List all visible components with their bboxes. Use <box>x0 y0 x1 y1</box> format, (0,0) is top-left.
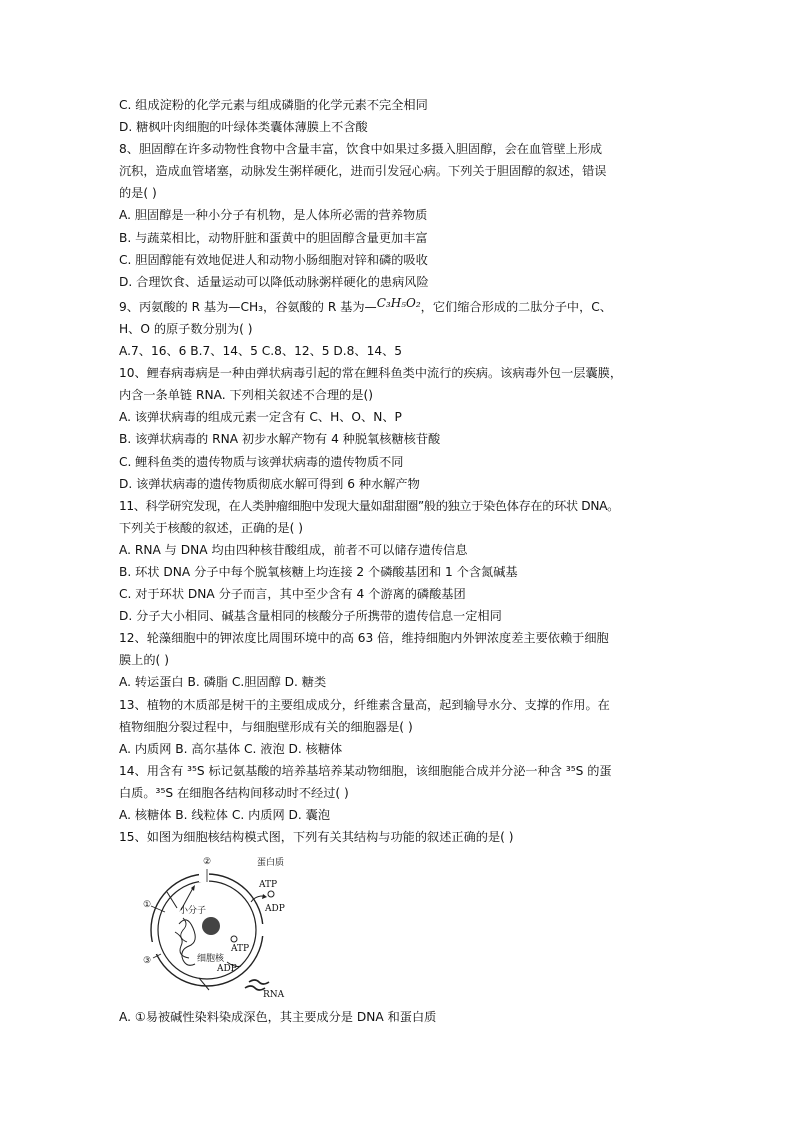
text-line: D. 合理饮食、适量运动可以降低动脉粥样硬化的患病风险 <box>119 274 429 289</box>
text-line: 膜上的( ) <box>119 653 169 668</box>
text-line: 下列关于核酸的叙述，正确的是( ) <box>119 520 304 535</box>
text-line: 白质。³⁵S 在细胞各结构间移动时不经过( ) <box>119 785 349 800</box>
q15-option-a: A. ①易被碱性染料染成深色，其主要成分是 DNA 和蛋白质 <box>119 1010 437 1025</box>
atp-bottom-label: ATP <box>231 944 250 955</box>
text-line: C. 鲤科鱼类的遗传物质与该弹状病毒的遗传物质不同 <box>119 454 404 469</box>
nucleolus-label: 细胞核 <box>197 954 225 965</box>
text-line: A. RNA 与 DNA 均由四种核苷酸组成，前者不可以储存遗传信息 <box>119 542 468 557</box>
text-line: 沉积，造成血管堵塞，动脉发生粥样硬化，进而引发冠心病。下列关于胆固醇的叙述，错误 <box>119 164 607 179</box>
text-line: 15、如图为细胞核结构模式图，下列有关其结构与功能的叙述正确的是( ) <box>119 830 514 845</box>
text-line: 10、鲤春病毒病是一种由弹状病毒引起的常在鲤科鱼类中流行的疾病。该病毒外包一层囊膜， <box>119 366 623 381</box>
text-line: 11、科学研究发现，在人类肿瘤细胞中发现大量如甜甜圈”般的独立于染色体存在的环状 DNA。 <box>119 498 619 513</box>
text-line: C. 组成淀粉的化学元素与组成磷脂的化学元素不完全相同 <box>119 98 428 112</box>
text-line: C. 胆固醇能有效地促进人和动物小肠细胞对锌和磷的吸收 <box>119 252 428 267</box>
label-2: ② <box>203 857 212 868</box>
text-line: 的是( ) <box>119 186 157 201</box>
text-line: D. 分子大小相同、碱基含量相同的核酸分子所携带的遗传信息一定相同 <box>119 609 502 624</box>
questions-middle <box>119 362 679 848</box>
protein-label: 蛋白质 <box>257 858 285 869</box>
question-9 <box>119 296 679 362</box>
small-molecule-label: 小分子 <box>179 906 207 917</box>
questions-top <box>119 94 679 293</box>
label-3: ③ <box>143 956 152 967</box>
text-line: A. 该弹状病毒的组成元素一定含有 C、H、O、N、P <box>119 410 402 425</box>
adp-top-label: ADP <box>265 904 285 915</box>
nucleus-diagram-svg <box>139 854 319 1002</box>
glutamate-r-group-formula: C₃H₅O₂ <box>376 295 421 310</box>
text-line: A. 内质网 B. 高尔基体 C. 液泡 D. 核糖体 <box>119 741 343 756</box>
document-body <box>119 94 679 1028</box>
q9-stem-line-2: H、O 的原子数分别为( ) <box>119 321 253 336</box>
q9-suffix: ，它们缩合形成的二肽分子中，C、 <box>420 299 612 314</box>
text-line: 13、植物的木质部是树干的主要组成成分，纤维素含量高，起到输导水分、支撑的作用。在 <box>119 697 610 712</box>
adp-bottom-label: ADP <box>217 964 237 975</box>
label-1: ① <box>143 900 152 911</box>
text-line: 14、用含有 ³⁵S 标记氨基酸的培养基培养某动物细胞，该细胞能合成并分泌一种含 ³⁵S 的蛋 <box>119 763 612 778</box>
text-line: D. 该弹状病毒的遗传物质彻底水解可得到 6 种水解产物 <box>119 476 420 491</box>
text-line: 8、胆固醇在许多动物性食物中含量丰富，饮食中如果过多摄入胆固醇，会在血管壁上形成 <box>119 142 603 157</box>
text-line: B. 环状 DNA 分子中每个脱氧核糖上均连接 2 个磷酸基团和 1 个含氮碱基 <box>119 564 518 579</box>
atp-top-label: ATP <box>259 880 278 891</box>
text-line: A. 核糖体 B. 线粒体 C. 内质网 D. 囊泡 <box>119 808 331 822</box>
q9-options: A.7、16、6 B.7、14、5 C.8、12、5 D.8、14、5 <box>119 344 403 359</box>
rna-label: RNA <box>263 990 285 1001</box>
text-line: 内含一条单链 RNA. 下列相关叙述不合理的是() <box>119 388 374 403</box>
text-line: C. 对于环状 DNA 分子而言，其中至少含有 4 个游离的磷酸基团 <box>119 587 466 602</box>
q9-prefix: 9、丙氨酸的 R 基为—CH₃，谷氨酸的 R 基为— <box>119 299 377 314</box>
text-line: B. 该弹状病毒的 RNA 初步水解产物有 4 种脱氧核糖核苷酸 <box>119 432 441 447</box>
q9-stem-line-1 <box>119 296 679 318</box>
text-line: 12、轮藻细胞中的钾浓度比周围环境中的高 63 倍，维持细胞内外钾浓度差主要依赖于细胞 <box>119 631 609 646</box>
text-line: A. 胆固醇是一种小分子有机物，是人体所必需的营养物质 <box>119 208 428 223</box>
text-line: B. 与蔬菜相比，动物肝脏和蛋黄中的胆固醇含量更加丰富 <box>119 230 428 245</box>
nucleus-structure-figure <box>139 854 319 1002</box>
text-line: A. 转运蛋白 B. 磷脂 C.胆固醇 D. 糖类 <box>119 675 327 690</box>
text-line: 植物细胞分裂过程中，与细胞壁形成有关的细胞器是( ) <box>119 719 413 734</box>
text-line: D. 糖枫叶肉细胞的叶绿体类囊体薄膜上不含酸 <box>119 120 368 135</box>
